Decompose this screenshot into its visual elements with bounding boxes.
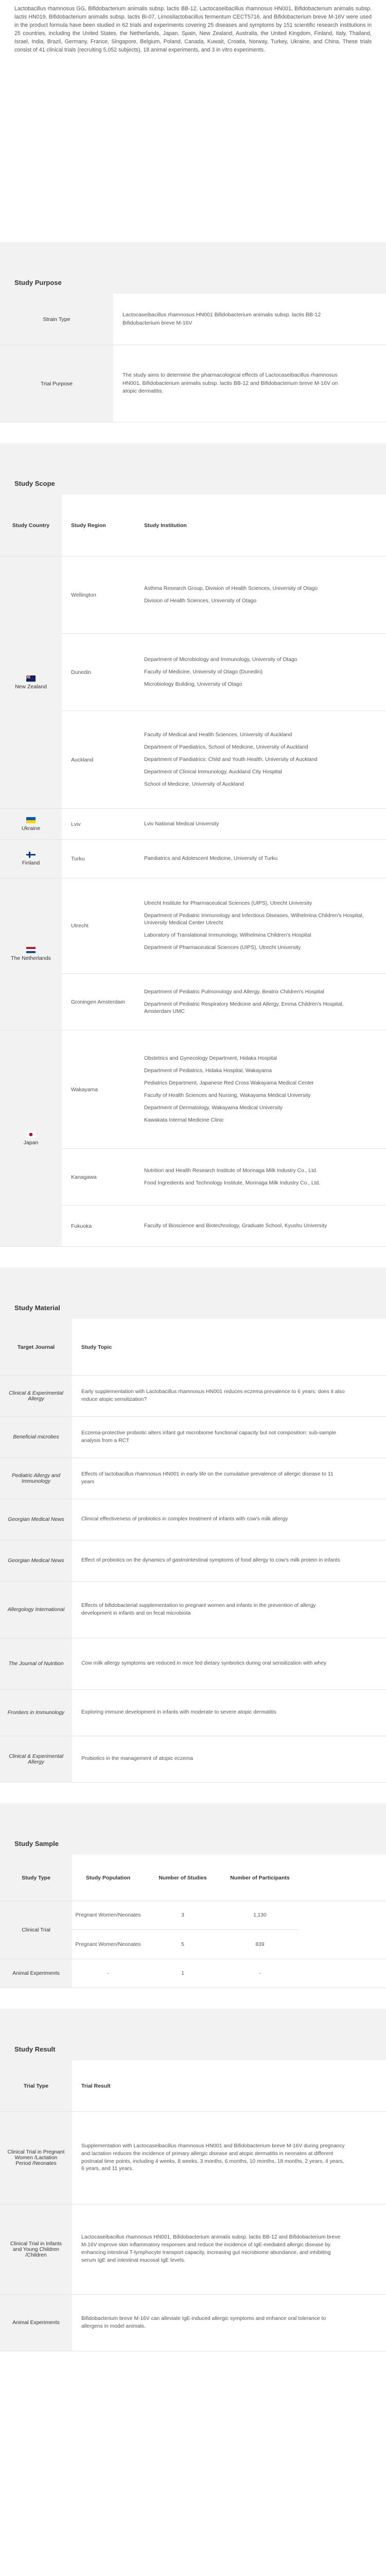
study-topic-cell: Probiotics in the management of atopic eczema: [81, 1756, 193, 1762]
material-row: [0, 1458, 386, 1499]
material-row: [0, 1690, 386, 1736]
institution-list: [134, 711, 386, 808]
material-row: [0, 1499, 386, 1540]
country-cell-new-zealand: [0, 556, 62, 809]
institution-item: Department of Pediatric Immunology and Infectious Diseases, Wilhelmina Children's Hospital, University Medical Center Utrecht: [144, 913, 364, 926]
study-scope-title: Study Scope: [14, 480, 55, 487]
study-result-title: Study Result: [14, 2045, 56, 2053]
study-purpose-table: [0, 294, 386, 422]
institution-list: [134, 1030, 386, 1148]
study-topic-cell: Clinical effectiveness of probiotics in complex treatment of infants with cow's milk allergy: [81, 1516, 288, 1522]
participants-cell: -: [259, 1971, 261, 1976]
material-row: [0, 1736, 386, 1783]
material-row: [0, 1638, 386, 1690]
trial-purpose-value: The study aims to determine the pharmacological effects of Lactocaseibacillus rhamnosus HN001, Bifidobacterium animalis subsp. lactis BB-12 and Bifidobacterium breve M-16V on atopic dermatitis.: [122, 372, 338, 395]
number-of-participants-header: Number of Participants: [230, 1874, 290, 1881]
study-topic-cell: Early supplementation with Lactobacillus rhamnosus HN001 reduces eczema prevalence to 6 years: does it also reduce atopic sensitization?: [81, 1389, 345, 1402]
study-scope-table: [0, 556, 386, 1247]
country-name: Ukraine: [21, 825, 41, 832]
study-institution-header: Study Institution: [144, 522, 187, 529]
trial-purpose-row: [0, 345, 386, 422]
study-scope-banner: [0, 443, 386, 495]
study-purpose-title: Study Purpose: [14, 279, 62, 286]
animal-experiments-label: Animal Experiments: [0, 1959, 72, 1988]
target-journal-cell: Clinical & Experimental Allergy: [0, 1376, 72, 1416]
institution-item: Faculty of Health Sciences and Nursing, Wakayama Medical University: [144, 1092, 311, 1098]
trial-type-header: Trial Type: [0, 2060, 72, 2111]
study-scope-header: [0, 495, 386, 556]
region-name: Auckland: [71, 756, 94, 763]
institution-item: Department of Pediatric Pulmonology and Allergy, Beatrix Children's Hospital: [144, 989, 324, 995]
region-row-auckland: [62, 711, 386, 809]
institution-list: [134, 878, 386, 973]
institution-item: Laboratory of Translational Immunology, Wilhelmina Children's Hospital: [144, 933, 311, 938]
trial-type-cell: Animal Experiments: [0, 2295, 72, 2351]
target-journal-cell: The Journal of Nutrition: [0, 1638, 72, 1689]
region-row-dunedin: [62, 634, 386, 711]
region-name: Lviv: [71, 821, 81, 827]
institution-list: [134, 1206, 386, 1246]
institution-item: Department of Pediatric Respiratory Medicine and Allergy, Emma Children's Hospital, Amsterdam UMC: [144, 1001, 344, 1014]
institution-item: Department of Paediatrics, School of Medicine, University of Auckland: [144, 744, 308, 750]
study-material-header: [0, 1319, 386, 1376]
study-purpose-banner: [0, 242, 386, 294]
strain-type-row: [0, 294, 386, 345]
study-material-table: [0, 1376, 386, 1783]
institution-list: [134, 634, 386, 710]
region-name: Kanagawa: [71, 1174, 97, 1180]
region-row-groningen-amsterdam: [62, 974, 386, 1030]
institution-list: [134, 556, 386, 633]
institution-item: Department of Dermatology, Wakayama Medical University: [144, 1105, 283, 1111]
study-topic-cell: Cow milk allergy symptoms are reduced in mice fed dietary synbiotics during oral sensitization with whey: [81, 1660, 327, 1667]
flag-icon-finland: [26, 852, 36, 858]
flag-icon-japan: [26, 1131, 36, 1138]
region-row-wakayama: [62, 1030, 386, 1149]
institution-item: Faculty of Bioscience and Biotechnology, Graduate School, Kyushu University: [144, 1223, 327, 1229]
target-journal-cell: Pediatric Allergy and Immunology: [0, 1458, 72, 1499]
participants-cell: 1,130: [253, 1912, 267, 1918]
target-journal-cell: Georgian Medical News: [0, 1499, 72, 1540]
trial-result-header: Trial Result: [81, 2082, 111, 2089]
target-journal-header: Target Journal: [0, 1319, 72, 1375]
institution-item: Obstetrics and Gynecology Department, Hidaka Hospital: [144, 1055, 277, 1061]
institution-item: Pediatrics Department, Japanese Red Cross Wakayama Medical Center: [144, 1080, 314, 1086]
strain-type-value: Lactocaseibacillus rhamnosus HN001 Bifidobacterium animalis subsp. lactis BB-12 Bifidobacterium breve M-16V: [122, 312, 321, 326]
study-country-column: [0, 556, 62, 1247]
institution-item: Division of Health Sciences, University of Otago: [144, 598, 257, 604]
study-region-column: [62, 556, 386, 1247]
target-journal-cell: Beneficial microbes: [0, 1417, 72, 1458]
study-population-header: Study Population: [85, 1874, 131, 1881]
animal-experiments-row: [0, 1959, 386, 1988]
study-result-table: [0, 2112, 386, 2351]
institution-item: Kawakata Internal Medicine Clinic: [144, 1117, 224, 1123]
trial-purpose-label: Trial Purpose: [0, 345, 113, 422]
institution-item: Nutrition and Health Research Institute of Morinaga Milk Industry Co., Ltd.: [144, 1167, 318, 1174]
institution-item: School of Medicine, University of Auckland: [144, 781, 244, 787]
material-row: [0, 1540, 386, 1582]
clinical-trial-subrows: [72, 1901, 299, 1959]
region-name: Wellington: [71, 591, 96, 598]
region-name: Wakayama: [71, 1086, 98, 1093]
country-name: Finland: [22, 860, 40, 866]
region-name: Dunedin: [71, 669, 92, 675]
trial-result-cell: Lactocaseibacillus rhamnosus HN001, Bifidobacterium animalis subsp. lactis BB-12 and Bifidobacterium breve M-16V improve skin inflammatory responses and reduce the incidence of IgE-mediated allergic disease by enhancing intestinal T-lymphocyte transport capacity, increasing gut microbiome abundance, and inhibiting serum IgE and intestinal mucosal IgE levels.: [81, 2234, 341, 2263]
strain-type-label: Strain Type: [0, 294, 113, 345]
country-name: Japan: [23, 1139, 39, 1146]
clinical-subrow: [72, 1901, 299, 1930]
country-cell-the-netherlands: [0, 878, 62, 1030]
institution-item: Department of Paediatrics: Child and Youth Health, University of Auckland: [144, 756, 318, 762]
institution-item: Paediatrics and Adolescent Medicine, University of Turku: [144, 856, 278, 861]
institution-item: Lviv National Medical University: [144, 821, 219, 827]
institution-item: Utrecht Institute for Pharmaceutical Sciences (UIPS), Utrecht University: [144, 901, 312, 906]
institution-item: Department of Pediatrics, Hidaka Hospital, Wakayama: [144, 1067, 272, 1074]
clinical-trial-row: [0, 1901, 386, 1959]
study-topic-cell: Effect of probiotics on the dynamics of gastrointestinal symptoms of food allergy to cow's milk protein in infants: [81, 1557, 340, 1564]
result-row: [0, 2112, 386, 2205]
institution-item: Faculty of Medicine, University of Otago (Dunedin): [144, 669, 263, 675]
study-result-banner: [0, 2009, 386, 2060]
study-topic-cell: Eczema-protective probiotic alters infant gut microbiome functional capacity but not composition: sub-sample analysis from a RCT: [81, 1430, 337, 1444]
study-topic-cell: Exploring immune development in infants with moderate to severe atopic dermatitis: [81, 1709, 276, 1716]
institution-item: Faculty of Medical and Health Sciences, University of Auckland: [144, 732, 292, 738]
institution-list: [134, 1149, 386, 1205]
country-cell-finland: [0, 840, 62, 878]
trial-type-cell: Clinical Trial in Infants and Young Children /Children: [0, 2205, 72, 2294]
institution-list: [134, 974, 386, 1030]
flag-icon-new-zealand: [26, 675, 36, 682]
institution-item: Department of Pharmaceutical Sciences (UIPS), Utrecht University: [144, 945, 301, 951]
region-name: Fukuoka: [71, 1223, 92, 1229]
institution-item: Asthma Research Group, Division of Health Sciences, University of Otago: [144, 585, 318, 591]
participants-cell: 839: [255, 1941, 265, 1947]
institution-item: Microbiology Building, University of Otago: [144, 681, 242, 687]
region-row-turku: [62, 840, 386, 878]
number-of-studies-header: Number of Studies: [159, 1874, 207, 1881]
number-cell: 5: [181, 1941, 184, 1947]
trial-result-cell: Bifidobacterium breve M-16V can alleviate IgE-induced allergic symptoms and enhance oral tolerance to allergens in model animals.: [81, 2315, 326, 2329]
study-topic-cell: Effects of lactobacillus rhamnosus HN001 in early life on the cumulative prevalence of allergic disease to 11 years: [81, 1471, 334, 1485]
material-row: [0, 1582, 386, 1638]
intro-paragraph: Lactobacillus rhamnosus GG, Bifidobacterium animalis subsp. lactis BB-12, Lactocaseibacillus rhamnosus HN001, Bifidobacterium animalis subsp. lactis HN019, Bifidobacterium animalis subsp. lactis Bi-07, Limosilactobacillus fermentum CECT5716, and Bifidobacterium breve M-16V were used in the product formula have been studied in 62 trials and experiments covering 25 diseases and symptoms by 151 scientific research institutions in 25 countries, including the United States, the Netherlands, Japan, Spain, New Zealand, Australia, the United Kingdom, Finland, Italy, Thailand, Israel, India, Brazil, Germany, France, Singapore, Belgium, Poland, Canada, Kuwait, Croatia, Norway, Turkey, Ukraine, and China. These trials consist of 41 clinical trials (recruiting 5,052 subjects), 18 animal experiments, and 3 in vitro experiments.: [14, 6, 372, 53]
study-sample-banner: [0, 1803, 386, 1855]
region-row-lviv: [62, 809, 386, 840]
population-cell: Pregnant Women/Neonates: [75, 1912, 141, 1918]
population-cell: -: [107, 1971, 109, 1976]
study-sample-header: [0, 1855, 386, 1901]
country-name: The Netherlands: [11, 955, 51, 961]
region-row-kanagawa: [62, 1149, 386, 1206]
result-row: [0, 2205, 386, 2295]
number-cell: 1: [181, 1971, 184, 1976]
country-cell-ukraine: [0, 809, 62, 840]
country-name: New Zealand: [15, 683, 47, 690]
study-material-title: Study Material: [14, 1304, 60, 1312]
study-sample-title: Study Sample: [14, 1840, 59, 1848]
study-region-header: Study Region: [71, 522, 106, 529]
region-name: Utrecht: [71, 923, 89, 929]
country-cell-japan: [0, 1030, 62, 1247]
region-name: Turku: [71, 856, 85, 862]
flag-icon-the-netherlands: [26, 947, 36, 953]
study-country-header: Study Country: [0, 495, 62, 556]
study-type-header: Study Type: [0, 1855, 72, 1901]
institution-item: Food Ingredients and Technology Institute, Morinaga Milk Industry Co., Ltd.: [144, 1180, 321, 1186]
study-result-header: [0, 2060, 386, 2112]
population-cell: Pregnant Women/Neonates: [75, 1941, 141, 1947]
target-journal-cell: Georgian Medical News: [0, 1540, 72, 1581]
material-row: [0, 1417, 386, 1458]
study-topic-cell: Effects of bifidobacterial supplementation to pregnant women and infants in the prevention of allergy development in infants and on fecal microbiota: [81, 1603, 316, 1616]
region-name: Groningen Amsterdam: [71, 998, 126, 1005]
target-journal-cell: Clinical & Experimental Allergy: [0, 1736, 72, 1782]
flag-icon-ukraine: [26, 817, 36, 823]
number-cell: 3: [181, 1912, 184, 1918]
institution-list: [134, 809, 386, 839]
clinical-subrow: [72, 1930, 299, 1959]
trial-result-cell: Supplementation with Lactocaseibacillus rhamnosus HN001 and Bifidobacterium breve M-16V during pregnancy and lactation reduces the incidence of primary allergic disease and atopic dermatitis in neonates at different postnatal time points, including 4 weeks, 8 weeks, 3 months, 6 months, 10 months, 18 months, 2 years, 4 years, 6 years, and 11 years.: [81, 2143, 345, 2172]
clinical-trial-label: Clinical Trial: [0, 1901, 72, 1959]
target-journal-cell: Frontiers in Immunology: [0, 1690, 72, 1736]
result-row: [0, 2295, 386, 2351]
institution-item: Department of Microbiology and Immunology, University of Otago: [144, 656, 297, 663]
institution-list: [134, 840, 386, 878]
region-row-wellington: [62, 556, 386, 634]
institution-item: Department of Clinical Immunology, Auckland City Hospital: [144, 769, 282, 775]
material-row: [0, 1376, 386, 1417]
study-topic-header: Study Topic: [81, 1344, 112, 1350]
region-row-fukuoka: [62, 1206, 386, 1247]
study-material-banner: [0, 1267, 386, 1319]
target-journal-cell: Allergology International: [0, 1582, 72, 1638]
trial-type-cell: Clinical Trial in Pregnant Women /Lactation Period /Neonates: [0, 2112, 72, 2204]
region-row-utrecht: [62, 878, 386, 974]
